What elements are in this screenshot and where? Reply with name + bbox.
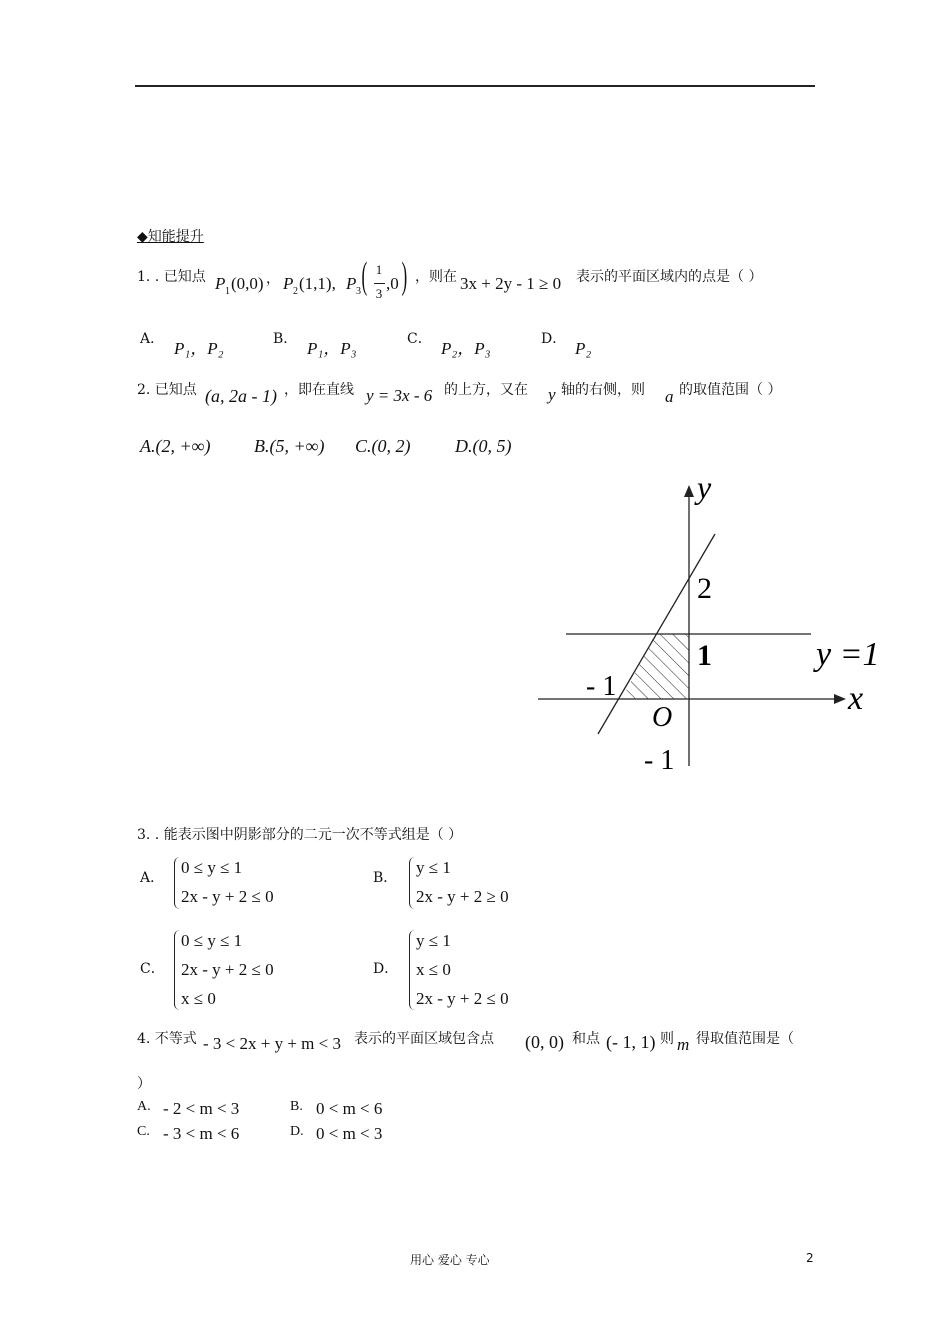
q1-p3-sub: 3 — [356, 286, 361, 297]
q3-option-a-brace — [174, 857, 180, 909]
q4-stem-start: 4. 不等式 — [137, 1031, 197, 1047]
q1-option-d-label: D． — [541, 331, 567, 347]
q1-stem-end: 表示的平面区域内的点是（ ） — [576, 269, 763, 285]
q3-option-b-brace — [409, 857, 415, 909]
q3-option-d-label: D． — [373, 961, 399, 977]
q4-option-c: - 3 < m < 6 — [163, 1124, 240, 1143]
q4-stem-mid3: 则 — [660, 1031, 674, 1047]
q3-option-b-line1: y ≤ 1 — [416, 858, 451, 877]
q1-p1-sub: 1 — [225, 286, 230, 297]
origin-label: O — [652, 702, 673, 733]
q2-stem-start: 2. 已知点 — [137, 382, 197, 398]
q4-option-b: 0 < m < 6 — [316, 1099, 383, 1118]
label-neg1-y: - 1 — [644, 745, 675, 776]
q1-paren-left: ( — [361, 255, 368, 297]
q2-line: y = 3x - 6 — [366, 386, 433, 405]
q1-option-d: P₂ — [575, 339, 592, 358]
q3-stem: 3. . 能表示图中阴影部分的二元一次不等式组是（ ） — [137, 827, 463, 843]
label-neg1-x: - 1 — [586, 671, 617, 702]
q4-var: m — [677, 1035, 690, 1054]
q1-option-b: P₁，P₃ — [307, 339, 357, 358]
q1-p3-tail: ,0 — [386, 274, 399, 293]
q3-option-a-label: A． — [140, 870, 165, 886]
section-title: ◆知能提升 — [137, 229, 204, 245]
q1-option-a: P₁，P₂ — [174, 339, 224, 358]
q4-stem-mid2: 和点 — [572, 1031, 600, 1047]
q3-option-c-line1: 0 ≤ y ≤ 1 — [181, 931, 243, 950]
q4-option-d: 0 < m < 3 — [316, 1124, 383, 1143]
label-2: 2 — [697, 572, 712, 605]
q3-option-c-line2: 2x - y + 2 ≤ 0 — [181, 960, 274, 979]
q4-option-d-label: D. — [290, 1124, 304, 1139]
q1-paren-right: ) — [401, 255, 408, 297]
q4-option-b-label: B. — [290, 1099, 303, 1114]
q2-option-c: C.(0, 2) — [355, 436, 411, 456]
q1-stem-mid: ，则在 — [415, 269, 457, 285]
q4-stem-end: 得取值范围是（ — [696, 1031, 794, 1047]
q3-option-d-line1: y ≤ 1 — [416, 931, 451, 950]
q1-option-c: P₂，P₃ — [441, 339, 491, 358]
q1-p3: P — [346, 274, 357, 293]
q1-inequality: 3x + 2y - 1 ≥ 0 — [460, 274, 562, 293]
q3-option-a-line1: 0 ≤ y ≤ 1 — [181, 858, 243, 877]
q2-stem-mid2: 的上方，又在 — [444, 382, 528, 398]
q1-frac-den: 3 — [375, 286, 383, 301]
q2-option-a: A.(2, +∞) — [140, 436, 211, 456]
line-label: y =1 — [816, 636, 880, 673]
q2-var: a — [665, 387, 674, 406]
q3-option-c-brace — [174, 930, 180, 1010]
q2-stem-mid3: 轴的右侧，则 — [561, 382, 645, 398]
q1-option-c-label: C． — [407, 331, 432, 347]
x-axis-label: x — [848, 680, 864, 717]
page-number: 2 — [806, 1251, 814, 1265]
q4-point-1: (0, 0) — [525, 1032, 564, 1052]
x-axis-arrow — [834, 694, 846, 704]
q4-option-a-label: A. — [137, 1099, 151, 1114]
q2-option-d: D.(0, 5) — [455, 436, 512, 456]
q4-stem-close: ） — [137, 1076, 151, 1092]
q2-point: (a, 2a - 1) — [205, 386, 277, 406]
q3-option-c-line3: x ≤ 0 — [181, 989, 216, 1008]
label-1: 1 — [697, 639, 712, 672]
q3-option-a-line2: 2x - y + 2 ≤ 0 — [181, 887, 274, 906]
q1-option-b-label: B． — [273, 331, 298, 347]
q4-option-a: - 2 < m < 3 — [163, 1099, 240, 1118]
q3-option-d-brace — [409, 930, 415, 1010]
q1-p2: P — [283, 274, 294, 293]
q1-option-a-label: A． — [140, 331, 165, 347]
q1-p2-coord: (1,1), — [299, 274, 336, 293]
q3-option-b-label: B． — [373, 870, 398, 886]
q2-stem-end: 的取值范围（ ） — [679, 382, 782, 398]
q2-axis: y — [548, 385, 556, 404]
q4-option-c-label: C. — [137, 1124, 150, 1139]
y-axis-arrow — [684, 485, 694, 497]
shaded-region — [622, 634, 689, 699]
footer-text: 用心 爱心 专心 — [410, 1253, 490, 1267]
y-axis-label: y — [697, 469, 712, 505]
q2-option-b: B.(5, +∞) — [254, 436, 325, 456]
q1-p1-coord: (0,0) — [231, 274, 264, 293]
q1-p2-sub: 2 — [293, 286, 298, 297]
q4-point-2: (- 1, 1) — [606, 1032, 656, 1052]
q1-frac-num: 1 — [375, 262, 383, 277]
q3-option-d-line3: 2x - y + 2 ≤ 0 — [416, 989, 509, 1008]
q4-stem-mid1: 表示的平面区域包含点 — [354, 1031, 494, 1047]
q3-option-d-line2: x ≤ 0 — [416, 960, 451, 979]
q3-option-c-label: C． — [140, 961, 165, 977]
q1-p1: P — [215, 274, 226, 293]
q2-stem-mid1: ，即在直线 — [284, 382, 354, 398]
q1-sep: ， — [266, 271, 280, 287]
q1-stem-start: 1. . 已知点 — [137, 269, 206, 285]
q3-option-b-line2: 2x - y + 2 ≥ 0 — [416, 887, 509, 906]
q4-inequality: - 3 < 2x + y + m < 3 — [203, 1034, 341, 1053]
